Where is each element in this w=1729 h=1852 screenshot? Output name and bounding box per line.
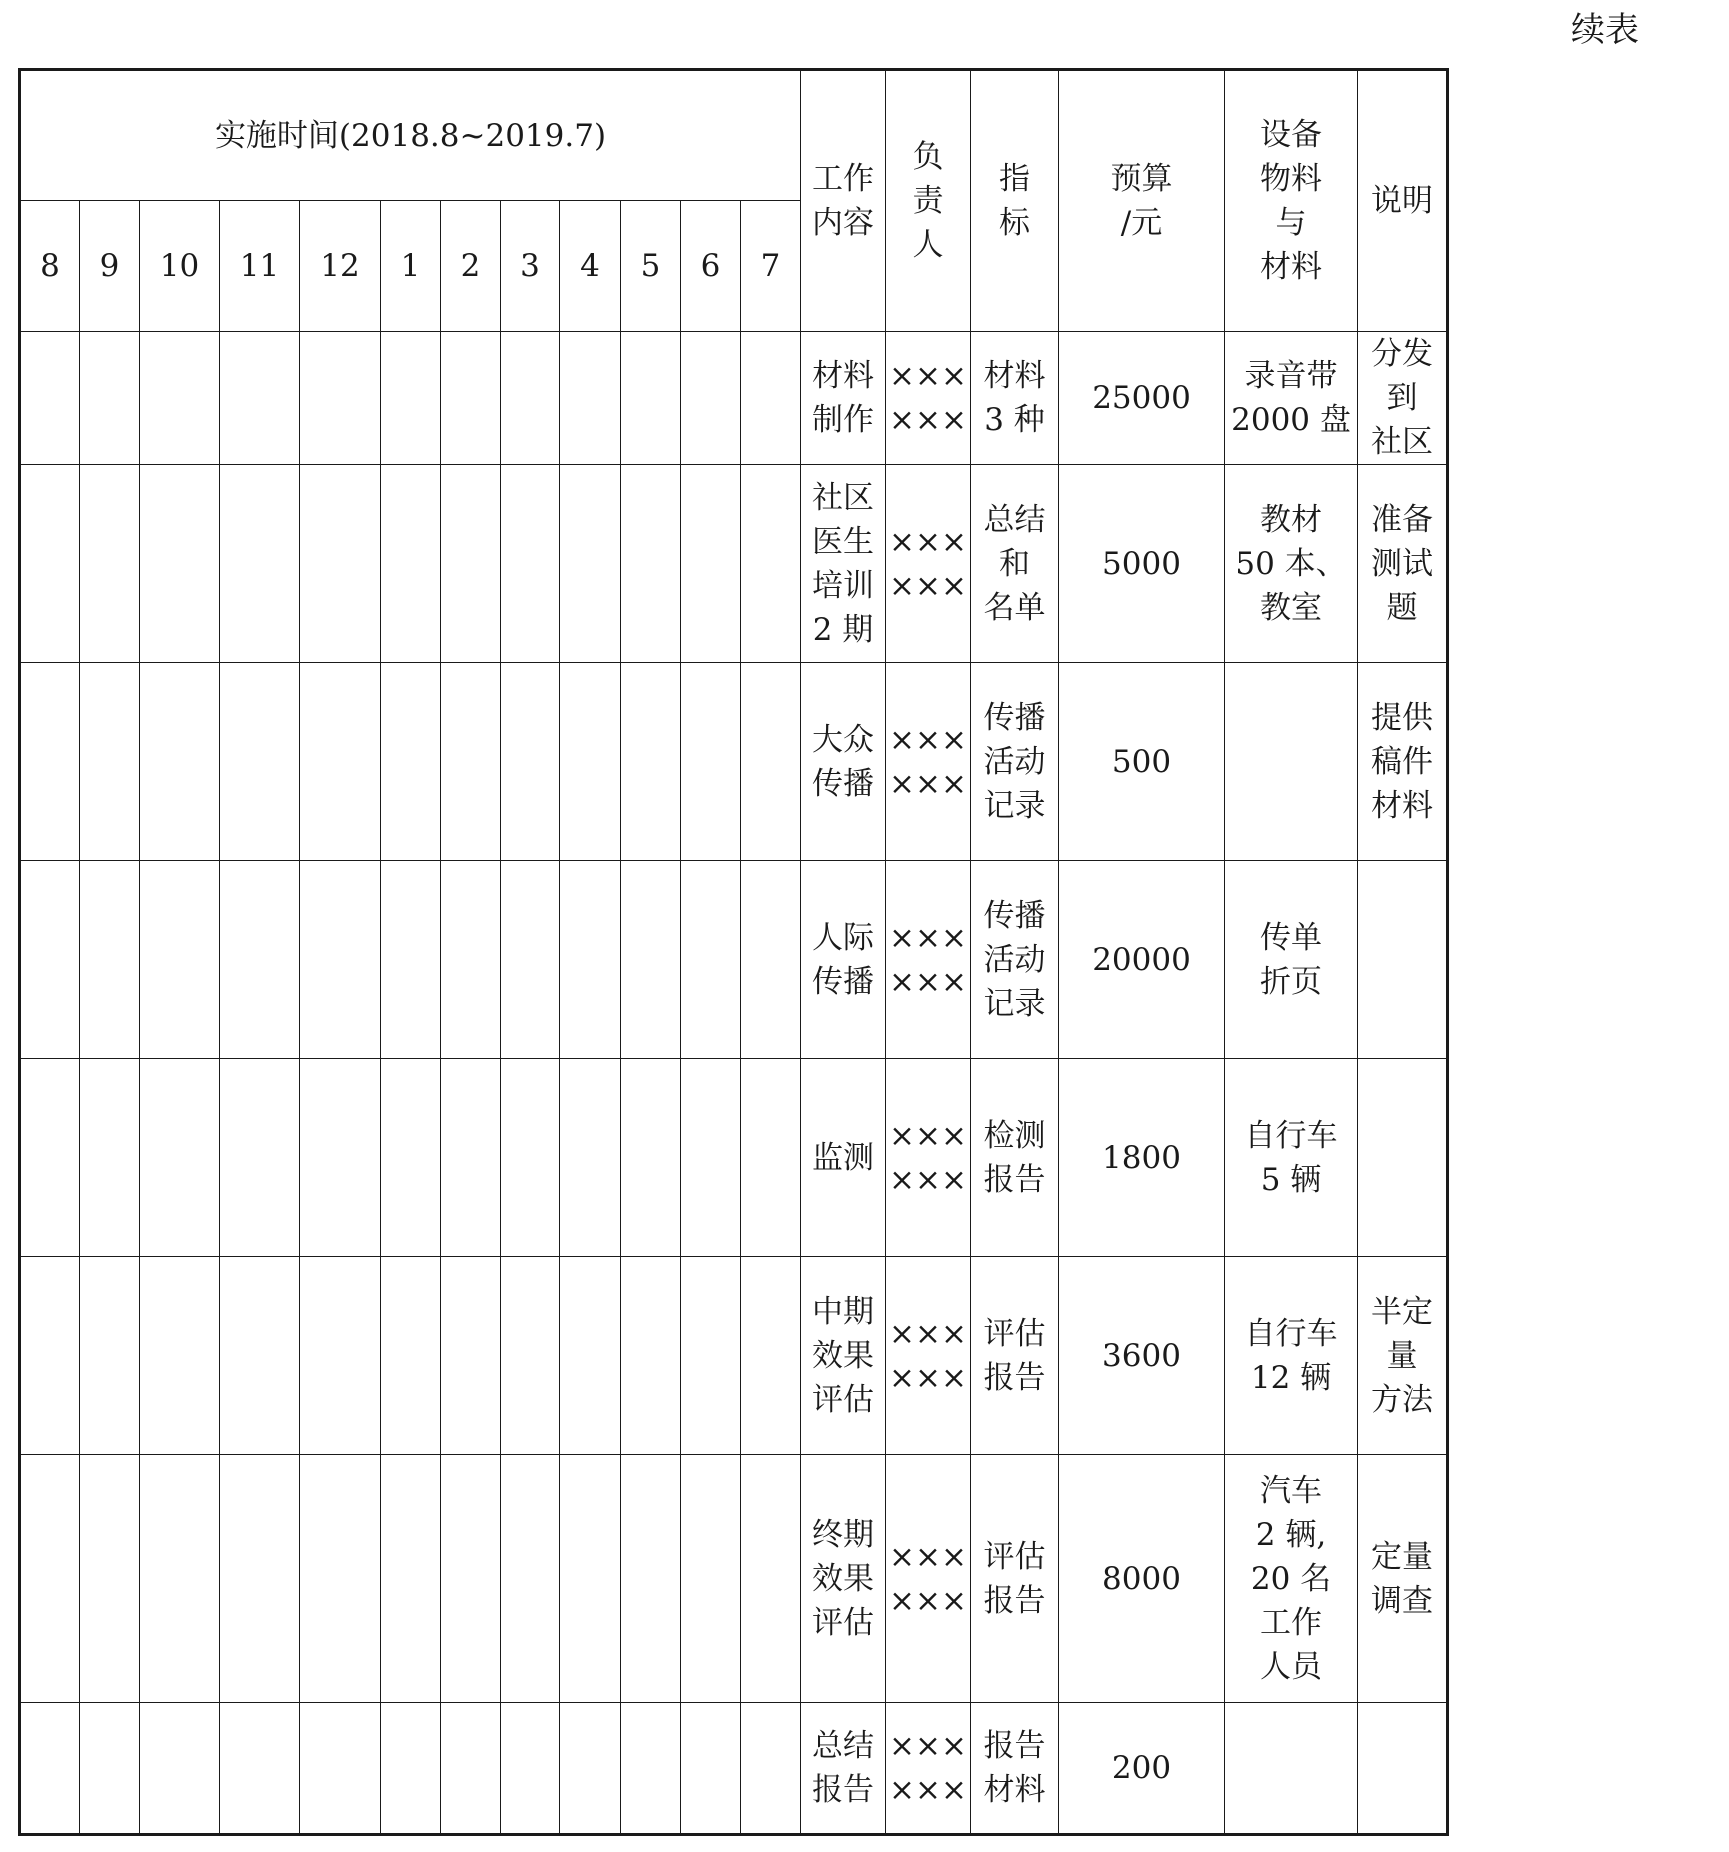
month-cell — [220, 1703, 300, 1835]
month-cell — [501, 1257, 560, 1455]
work-cell: 中期 效果 评估 — [801, 1257, 886, 1455]
table-row — [20, 861, 1448, 1059]
month-cell — [220, 465, 300, 663]
month-cell — [80, 1703, 140, 1835]
month-cell — [681, 1703, 741, 1835]
owner-cell: ××× ××× — [886, 332, 971, 465]
month-cell — [140, 1703, 220, 1835]
month-cell — [220, 1257, 300, 1455]
month-cell — [300, 1059, 381, 1257]
month-cell — [381, 861, 441, 1059]
table-row — [20, 465, 1448, 663]
work-cell: 社区 医生 培训 2 期 — [801, 465, 886, 663]
work-plan-table — [18, 68, 1449, 1836]
table-row — [20, 663, 1448, 861]
month-cell — [20, 332, 80, 465]
month-cell — [501, 1059, 560, 1257]
month-cell — [441, 663, 501, 861]
month-cell — [621, 1703, 681, 1835]
equipment-cell: 录音带 2000 盘 — [1225, 332, 1358, 465]
owner-cell: ××× ××× — [886, 663, 971, 861]
month-cell — [681, 1257, 741, 1455]
table-row — [20, 1059, 1448, 1257]
month-cell — [20, 1455, 80, 1703]
month-header: 7 — [741, 201, 801, 332]
month-cell — [140, 1059, 220, 1257]
note-cell: 定量 调查 — [1358, 1455, 1448, 1703]
indicator-cell: 检测 报告 — [971, 1059, 1059, 1257]
header-row — [20, 70, 1448, 201]
owner-cell: ××× ××× — [886, 1455, 971, 1703]
indicator-cell: 评估 报告 — [971, 1455, 1059, 1703]
month-cell — [80, 1455, 140, 1703]
budget-header: 预算 /元 — [1059, 70, 1225, 332]
month-cell — [681, 1059, 741, 1257]
month-cell — [220, 861, 300, 1059]
month-cell — [441, 332, 501, 465]
note-cell: 半定量 方法 — [1358, 1257, 1448, 1455]
month-cell — [80, 663, 140, 861]
indicator-cell: 报告 材料 — [971, 1703, 1059, 1835]
month-cell — [140, 465, 220, 663]
month-cell — [621, 861, 681, 1059]
period-header: 实施时间(2018.8~2019.7) — [20, 70, 801, 201]
work-cell: 终期 效果 评估 — [801, 1455, 886, 1703]
note-cell: 分发到 社区 — [1358, 332, 1448, 465]
note-cell: 提供 稿件 材料 — [1358, 663, 1448, 861]
month-header: 10 — [140, 201, 220, 332]
month-cell — [381, 1703, 441, 1835]
month-cell — [300, 1703, 381, 1835]
budget-cell: 3600 — [1059, 1257, 1225, 1455]
month-cell — [300, 332, 381, 465]
table-row — [20, 332, 1448, 465]
month-cell — [80, 332, 140, 465]
work-cell: 大众 传播 — [801, 663, 886, 861]
equipment-cell: 传单 折页 — [1225, 861, 1358, 1059]
month-cell — [441, 1703, 501, 1835]
month-header: 8 — [20, 201, 80, 332]
month-cell — [441, 1455, 501, 1703]
month-cell — [560, 1455, 621, 1703]
month-cell — [560, 1257, 621, 1455]
month-header: 3 — [501, 201, 560, 332]
month-cell — [681, 465, 741, 663]
month-header: 6 — [681, 201, 741, 332]
work-cell: 材料 制作 — [801, 332, 886, 465]
month-cell — [381, 332, 441, 465]
month-cell — [381, 1257, 441, 1455]
month-cell — [560, 1059, 621, 1257]
owner-cell: ××× ××× — [886, 1703, 971, 1835]
work-header: 工作 内容 — [801, 70, 886, 332]
month-cell — [140, 861, 220, 1059]
month-cell — [20, 1703, 80, 1835]
month-cell — [560, 861, 621, 1059]
month-cell — [300, 1257, 381, 1455]
month-cell — [80, 861, 140, 1059]
budget-cell: 1800 — [1059, 1059, 1225, 1257]
owner-cell: ××× ××× — [886, 1059, 971, 1257]
month-cell — [741, 1257, 801, 1455]
month-header: 2 — [441, 201, 501, 332]
month-cell — [20, 861, 80, 1059]
month-header: 9 — [80, 201, 140, 332]
month-cell — [381, 1455, 441, 1703]
work-cell: 人际 传播 — [801, 861, 886, 1059]
month-cell — [741, 663, 801, 861]
month-cell — [560, 1703, 621, 1835]
month-cell — [560, 332, 621, 465]
month-cell — [140, 332, 220, 465]
equipment-cell: 自行车 12 辆 — [1225, 1257, 1358, 1455]
month-cell — [681, 332, 741, 465]
table-row — [20, 1455, 1448, 1703]
budget-cell: 200 — [1059, 1703, 1225, 1835]
month-cell — [20, 663, 80, 861]
indicator-cell: 材料 3 种 — [971, 332, 1059, 465]
month-cell — [220, 663, 300, 861]
month-cell — [441, 861, 501, 1059]
month-cell — [300, 663, 381, 861]
owner-cell: ××× ××× — [886, 465, 971, 663]
month-cell — [560, 663, 621, 861]
month-cell — [300, 1455, 381, 1703]
month-cell — [621, 1455, 681, 1703]
month-cell — [300, 465, 381, 663]
month-cell — [20, 1257, 80, 1455]
equipment-header: 设备 物料 与 材料 — [1225, 70, 1358, 332]
month-cell — [140, 1455, 220, 1703]
month-cell — [621, 465, 681, 663]
month-cell — [80, 1257, 140, 1455]
equipment-cell — [1225, 663, 1358, 861]
month-cell — [741, 1455, 801, 1703]
month-cell — [140, 663, 220, 861]
budget-cell: 20000 — [1059, 861, 1225, 1059]
month-cell — [621, 1059, 681, 1257]
month-cell — [80, 465, 140, 663]
budget-cell: 25000 — [1059, 332, 1225, 465]
equipment-cell: 自行车 5 辆 — [1225, 1059, 1358, 1257]
month-cell — [20, 1059, 80, 1257]
table-row — [20, 1703, 1448, 1835]
month-cell — [441, 1257, 501, 1455]
indicator-cell: 传播 活动 记录 — [971, 861, 1059, 1059]
month-header: 4 — [560, 201, 621, 332]
owner-cell: ××× ××× — [886, 1257, 971, 1455]
month-cell — [381, 465, 441, 663]
month-cell — [441, 465, 501, 663]
month-cell — [681, 1455, 741, 1703]
month-header: 5 — [621, 201, 681, 332]
month-cell — [140, 1257, 220, 1455]
month-cell — [681, 861, 741, 1059]
owner-cell: ××× ××× — [886, 861, 971, 1059]
month-cell — [80, 1059, 140, 1257]
month-cell — [741, 861, 801, 1059]
equipment-cell — [1225, 1703, 1358, 1835]
month-cell — [741, 465, 801, 663]
month-header: 11 — [220, 201, 300, 332]
month-cell — [501, 332, 560, 465]
month-cell — [681, 663, 741, 861]
month-cell — [560, 465, 621, 663]
month-cell — [381, 663, 441, 861]
budget-cell: 5000 — [1059, 465, 1225, 663]
indicator-cell: 总结 和 名单 — [971, 465, 1059, 663]
month-cell — [220, 332, 300, 465]
month-cell — [621, 663, 681, 861]
month-cell — [501, 465, 560, 663]
month-cell — [441, 1059, 501, 1257]
indicator-cell: 传播 活动 记录 — [971, 663, 1059, 861]
table-row — [20, 1257, 1448, 1455]
note-cell — [1358, 1059, 1448, 1257]
month-cell — [220, 1059, 300, 1257]
indicator-cell: 评估 报告 — [971, 1257, 1059, 1455]
note-header: 说明 — [1358, 70, 1448, 332]
month-header: 1 — [381, 201, 441, 332]
month-cell — [501, 1703, 560, 1835]
month-cell — [300, 861, 381, 1059]
month-cell — [381, 1059, 441, 1257]
month-header: 12 — [300, 201, 381, 332]
month-cell — [501, 861, 560, 1059]
month-cell — [501, 663, 560, 861]
work-cell: 总结 报告 — [801, 1703, 886, 1835]
month-cell — [741, 332, 801, 465]
budget-cell: 500 — [1059, 663, 1225, 861]
month-cell — [621, 332, 681, 465]
month-cell — [220, 1455, 300, 1703]
note-cell: 准备 测试题 — [1358, 465, 1448, 663]
budget-cell: 8000 — [1059, 1455, 1225, 1703]
equipment-cell: 教材 50 本、 教室 — [1225, 465, 1358, 663]
equipment-cell: 汽车 2 辆, 20 名 工作 人员 — [1225, 1455, 1358, 1703]
work-cell: 监测 — [801, 1059, 886, 1257]
note-cell — [1358, 1703, 1448, 1835]
indicator-header: 指 标 — [971, 70, 1059, 332]
table-caption: 续表 — [1571, 10, 1639, 50]
note-cell — [1358, 861, 1448, 1059]
owner-header: 负 责 人 — [886, 70, 971, 332]
month-cell — [741, 1059, 801, 1257]
month-cell — [501, 1455, 560, 1703]
month-cell — [741, 1703, 801, 1835]
month-cell — [20, 465, 80, 663]
month-cell — [621, 1257, 681, 1455]
